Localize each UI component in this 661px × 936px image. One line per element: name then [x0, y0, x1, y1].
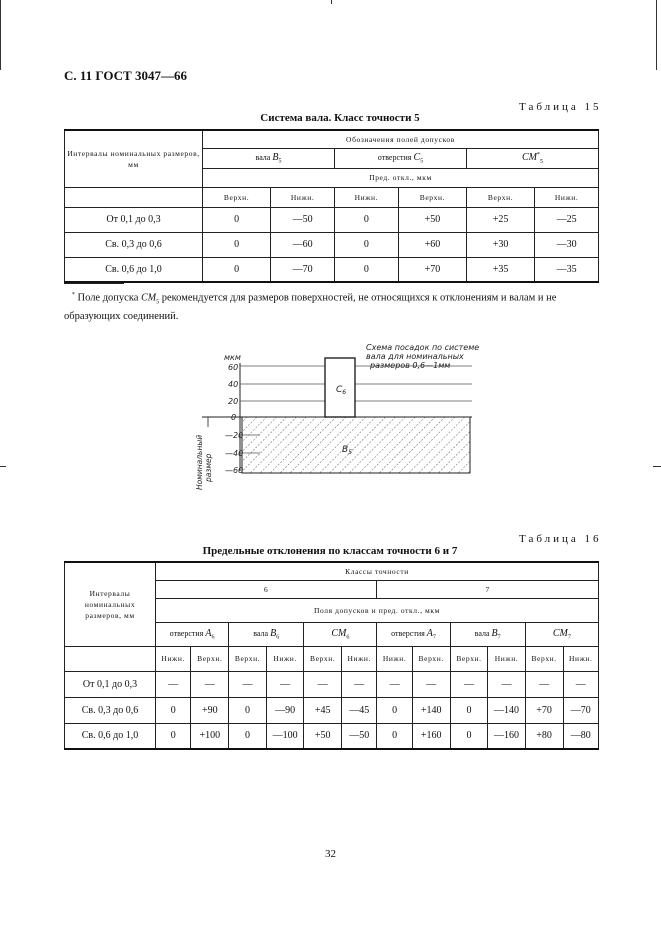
table-16-subheader: Нижн. — [488, 646, 525, 671]
cell: 0 — [377, 697, 412, 723]
table-16-subheader: Нижн. — [266, 646, 303, 671]
b5-label: $B_5$ — [342, 445, 353, 456]
cell: 0 — [203, 232, 271, 257]
crop-mark — [0, 466, 6, 467]
cell: +80 — [525, 723, 563, 749]
diagram-caption: вала для номинальных — [366, 352, 464, 361]
table-16-subheader: Нижн. — [342, 646, 377, 671]
table-16-subheader: Нижн. — [563, 646, 599, 671]
table-16-group: $CM_7$ — [525, 622, 598, 646]
cell: 0 — [203, 207, 271, 232]
row-label: От 0,1 до 0,3 — [65, 207, 203, 232]
table-16-group: $CM_6$ — [304, 622, 377, 646]
cell: —140 — [488, 697, 525, 723]
cell: 0 — [334, 207, 398, 232]
page-number: 32 — [325, 848, 336, 860]
table-16-group: вала $B_7$ — [450, 622, 525, 646]
cell: +30 — [466, 232, 534, 257]
cell: 0 — [377, 723, 412, 749]
crop-mark — [0, 0, 1, 70]
table-15-subheader: Верхн. — [398, 187, 466, 207]
table-15-group-hole: отверстия $C_5$ — [334, 148, 466, 168]
tick-label: 60 — [228, 363, 239, 372]
table-15-group-cm: $CM^*_5$ — [466, 148, 598, 168]
cell: — — [266, 671, 303, 697]
cell: — — [156, 671, 191, 697]
table-16-class-6: 6 — [156, 580, 377, 598]
crop-mark — [653, 466, 661, 467]
table-15-pred-header: Пред. откл., мкм — [203, 168, 599, 187]
table-16-subheader: Верхн. — [304, 646, 342, 671]
cell: —25 — [535, 207, 599, 232]
table-16-subheader: Верхн. — [412, 646, 450, 671]
tick-label: —40 — [225, 449, 244, 458]
cell: +70 — [525, 697, 563, 723]
table-15-subheader: Нижн. — [535, 187, 599, 207]
cell: +45 — [304, 697, 342, 723]
tick-label: —60 — [225, 466, 244, 475]
cell: +50 — [304, 723, 342, 749]
table-row — [65, 207, 599, 232]
table-16-subheader: Нижн. — [156, 646, 191, 671]
table-row — [65, 723, 599, 749]
table-16-subheader: Верхн. — [525, 646, 563, 671]
table-row — [65, 697, 599, 723]
cell: — — [563, 671, 599, 697]
fit-scheme-diagram — [190, 335, 490, 495]
cell: — — [304, 671, 342, 697]
cell: —30 — [535, 232, 599, 257]
crop-mark — [331, 0, 332, 4]
table-row — [65, 257, 599, 282]
cell: —60 — [271, 232, 335, 257]
table-16-intervals-header: Интервалы номинальных размеров, мм — [65, 562, 156, 646]
cell: +90 — [191, 697, 229, 723]
table-15-subheader: Нижн. — [334, 187, 398, 207]
table-16-group: вала $B_6$ — [229, 622, 304, 646]
cell: 0 — [156, 723, 191, 749]
page-header: С. 11 ГОСТ 3047—66 — [64, 68, 187, 83]
table-16-fields-header: Поля допусков и пред. откл., мкм — [156, 598, 599, 622]
cell: 0 — [229, 697, 267, 723]
axis-label: размер — [204, 453, 213, 482]
table-16-group: отверстия $A_6$ — [156, 622, 229, 646]
table-16 — [64, 561, 599, 750]
row-label: Св. 0,3 до 0,6 — [65, 697, 156, 723]
table-15-designations-header: Обозначения полей допусков — [203, 130, 599, 148]
cell: — — [377, 671, 412, 697]
table-15-intervals-header: Интервалы номинальных размеров, мм — [65, 130, 203, 187]
tick-label: 40 — [228, 380, 239, 389]
table-16-group: отверстия $A_7$ — [377, 622, 450, 646]
cell: 0 — [229, 723, 267, 749]
cell: +60 — [398, 232, 466, 257]
cell: +160 — [412, 723, 450, 749]
cell: +70 — [398, 257, 466, 282]
cell: 0 — [450, 697, 488, 723]
diagram-unit-label: мкм — [224, 353, 241, 362]
cell: — — [412, 671, 450, 697]
b5-zone — [242, 417, 470, 473]
table-16-subheader: Нижн. — [377, 646, 412, 671]
table-15-subheader: Верхн. — [466, 187, 534, 207]
footnote: * Поле допуска $CM_5$ рекомендуется для размеров поверхностей, не относящихся к отклонениям и валам и не образующих соединений. — [64, 292, 557, 322]
cell: +50 — [398, 207, 466, 232]
cell: —160 — [488, 723, 525, 749]
cell: 0 — [334, 257, 398, 282]
table-15-subheader: Верхн. — [203, 187, 271, 207]
cell: —35 — [535, 257, 599, 282]
cell: +140 — [412, 697, 450, 723]
cell: +25 — [466, 207, 534, 232]
table-16-title: Предельные отклонения по классам точности 6 и 7 — [202, 545, 458, 557]
cell: +35 — [466, 257, 534, 282]
cell: — — [191, 671, 229, 697]
cell: — — [229, 671, 267, 697]
row-label: Св. 0,3 до 0,6 — [65, 232, 203, 257]
tick-label: 20 — [228, 397, 239, 406]
cell: —50 — [342, 723, 377, 749]
diagram-caption: размеров 0,6—1мм — [370, 361, 451, 370]
cell: —50 — [271, 207, 335, 232]
table-row — [65, 671, 599, 697]
table-16-classes-header: Классы точности — [156, 562, 599, 580]
table-15-subheader: Нижн. — [271, 187, 335, 207]
cell: —80 — [563, 723, 599, 749]
table-15-empty-cell — [65, 187, 203, 207]
tick-label: 0 — [231, 413, 237, 422]
cell: 0 — [156, 697, 191, 723]
cell: — — [342, 671, 377, 697]
table-row — [65, 232, 599, 257]
cell: 0 — [334, 232, 398, 257]
table-16-subheader: Верхн. — [229, 646, 267, 671]
cell: — — [525, 671, 563, 697]
table-16-subheader: Верхн. — [191, 646, 229, 671]
cell: —70 — [563, 697, 599, 723]
row-label: Св. 0,6 до 1,0 — [65, 723, 156, 749]
row-label: От 0,1 до 0,3 — [65, 671, 156, 697]
table-16-class-7: 7 — [377, 580, 599, 598]
cell: —70 — [271, 257, 335, 282]
cell: — — [488, 671, 525, 697]
cell: — — [450, 671, 488, 697]
axis-label: Номинальный — [195, 434, 204, 490]
table-16-subheader: Верхн. — [450, 646, 488, 671]
crop-mark — [656, 0, 657, 70]
tick-label: —20 — [225, 431, 244, 440]
cell: +100 — [191, 723, 229, 749]
table-15 — [64, 129, 599, 283]
table-15-title: Система вала. Класс точности 5 — [260, 112, 420, 124]
diagram-caption: Схема посадок по системе — [366, 343, 480, 352]
table-15-label: Таблица 15 — [519, 101, 602, 113]
cell: —90 — [266, 697, 303, 723]
table-16-empty-cell — [65, 646, 156, 671]
cell: 0 — [203, 257, 271, 282]
table-15-group-shaft: вала $B_5$ — [203, 148, 335, 168]
table-16-label: Таблица 16 — [519, 533, 602, 545]
cell: —100 — [266, 723, 303, 749]
row-label: Св. 0,6 до 1,0 — [65, 257, 203, 282]
cell: 0 — [450, 723, 488, 749]
footnote-rule — [64, 283, 124, 284]
cell: —45 — [342, 697, 377, 723]
c6-label: $C_6$ — [336, 385, 347, 396]
